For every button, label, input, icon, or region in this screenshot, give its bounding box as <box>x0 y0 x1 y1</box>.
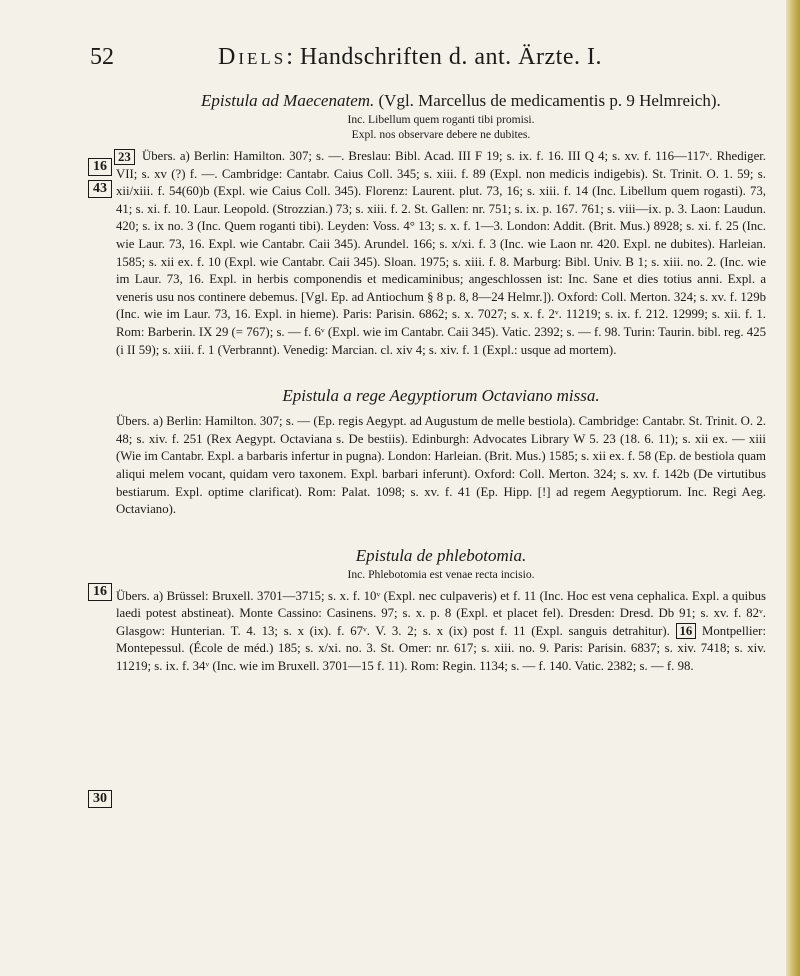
manuscript-list-phlebotomia: Übers. a) Brüssel: Bruxell. 3701—3715; s. x. f. 10ᵛ (Expl. nec culpaveris) et f. 11 (Inc. Hoc est vena cephalica. Expl. a quibus laedi potest abstineat). Monte Cassino: Casinens. 97; s. x. p. 8 (Expl. et placet fel). Dresden: Dresd. Db 91; s. xv. f. 82ᵛ. Glasgow: Hunterian. T. 4. 13; s. x (ix). f. 67ᵛ. V. 3. 2; s. x (ix) post f. 11 (Expl. sanguis detrahitur). 16 Montpellier: Montepessul. (École de méd.) 185; s. x/xi. no. 3. St. Omer: nr. 617; s. xiii. no. 9. Paris: Parisin. 6837; s. xiv. 7418; s. xiv. 11219; s. ix. f. 34ᵛ (Inc. wie im Bruxell. 3701—15 f. 11). Rom: Regin. 1134; s. — f. 140. Vatic. 2382; s. — f. 98. <box>116 588 766 674</box>
section-heading-phlebotomia: Epistula de phlebotomia. <box>355 545 527 565</box>
explicit: Expl. nos observare debere ne dubites. <box>351 128 531 141</box>
author-name: Diels <box>218 44 287 70</box>
inline-ref-16: 16 <box>676 623 697 639</box>
incipit-phlebotomia: Inc. Phlebotomia est venae recta incisio. <box>347 567 535 581</box>
manuscript-list-maecenas: 23 Übers. a) Berlin: Hamilton. 307; s. —. Breslau: Bibl. Acad. III F 19; s. ix. f. 16. III Q 4; s. xv. f. 116—117ᵛ. Rhediger. VII; s. xv (?) f. —. Cambridge: Cantabr. Caius Coll. 345; s. xiii. f. 89 (Expl. non medicis indigebis). St. Trinit. O. 1. 59; s. xii/xiii. f. 54(60)b (Expl. wie Caius Coll. 345). Florenz: Laurent. plut. 73, 16; s. xiii. f. 14 (Inc. Libellum quem rogasti). 73, 41; s. xi. f. 10. Laur. Leopold. (Strozzian.) 73; s. xiii. f. 2. St. Gallen: nr. 751; s. ix. p. 167. 761; s. viii—ix. p. 3. Laon: Laudun. 420; s. ix no. 3 (Inc. Quem roganti tibi). Leyden: Voss. 4° 13; s. x. f. 1—3. London: Addit. (Brit. Mus.) 8928; s. xi. f. 25 (Inc. wie Laur. 73, 16. Expl. wie Cantabr. Caii 345). Arundel. 166; s. x/xi. f. 3 (Inc. wie Laon nr. 420. Expl. ne dubites). Harleian. 1585; s. xii ex. f. 10 (Expl. wie Cantabr. Caii 345). Sloan. 1975; s. xiii. f. 8. Marburg: Bibl. Univ. B 1; s. xiii. no. 2. (Inc. wie im Laur. 73, 16. Expl. in herbis componendis et medicaminibus; angeschlossen ist: Inc. Sane et dies totius anni. Expl. a veneris usu nos continere debemus. [Vgl. Ep. ad Antiochum § 8 p. 8, 8—24 Helmr.]). Oxford: Coll. Merton. 324; s. xv. f. 129b (Inc. wie im Laur. 73, 16. Expl. in hieme). Paris: Parisin. 6862; s. x. 7027; s. x. f. 2ᵛ. 11219; s. ix. f. 212. 12999; s. xii. f. 1. Rom: Barberin. IX 29 (= 767); s. — f. 6ᵛ (Expl. wie im Cantabr. Caii 345). Vatic. 2392; s. — f. 98. Turin: Taurin. bibl. reg. 425 (i II 59); s. xiii. f. 1 (Verbrannt). Venedig: Marcian. cl. xiv 4; s. xiv. f. 1 (Expl.: usque ad mortem). <box>116 149 766 357</box>
running-title <box>90 44 730 71</box>
section-heading-aegypt: Epistula a rege Aegyptiorum Octaviano missa. <box>282 386 600 406</box>
book-title: : Handschriften d. ant. Ärzte. I. <box>286 44 602 70</box>
margin-ref-30: 30 <box>88 790 112 808</box>
running-header <box>90 44 730 74</box>
margin-ref-16-a: 16 <box>88 158 112 176</box>
section-heading-maecenas: Epistula ad Maecenatem. (Vgl. Marcellus de medicamentis p. 9 Helmreich). <box>201 91 721 110</box>
margin-ref-23: 23 <box>114 149 135 165</box>
main-text <box>116 90 766 676</box>
page-edge <box>786 0 800 976</box>
page-number: 52 <box>90 44 114 70</box>
margin-ref-43: 43 <box>88 180 112 198</box>
manuscript-list-aegypt: Übers. a) Berlin: Hamilton. 307; s. — (Ep. regis Aegypt. ad Augustum de melle bestiola). Cambridge: Cantabr. St. Trinit. O. 2. 48; s. xiv. f. 251 (Rex Aegypt. Octaviana s. De bestiis). Edinburgh: Advocates Library W 5. 23 (18. 6. 11); s. xii ex. — xiii (Wie im Cantabr. Expl. a barbaris infertur in pugna). London: Harleian. (Brit. Mus.) 1585; s. xii ex. f. 58 (Ep. de bestiola quam aliqui melem vocant, quidam vero taxonem. Expl. barbari inferunt). Oxford: Coll. Merton. 324; s. xv. f. 142b (De virtutibus bestiarum. Expl. optime clarificat). Rom: Palat. 1098; s. xv. f. 41 (Ep. Hipp. [!] ad regem Aegyptiorum. Inc. Regi Aeg. Octaviano). <box>116 414 766 517</box>
incipit: Inc. Libellum quem roganti tibi promisi. <box>347 113 535 126</box>
margin-ref-16-b: 16 <box>88 583 112 601</box>
